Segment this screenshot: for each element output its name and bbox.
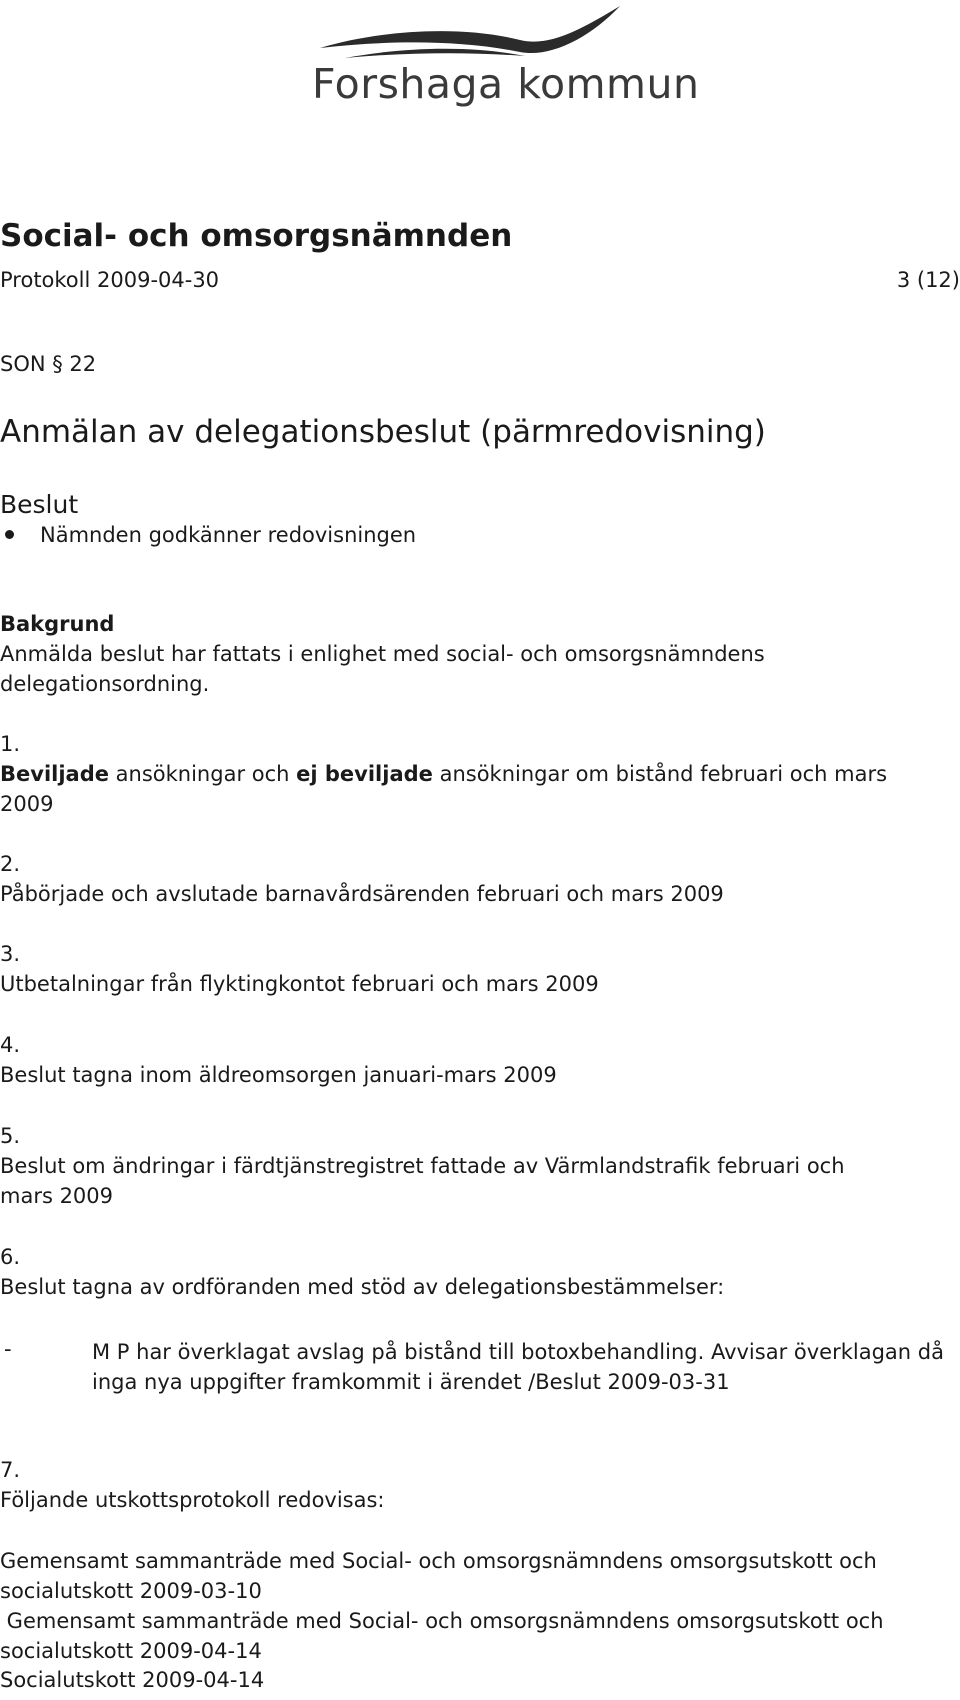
protocol-meta [0, 268, 960, 292]
paragraph-id: SON § 22 [0, 352, 97, 376]
item-text: Påbörjade och avslutade barnavårdsärenden februari och mars 2009 [0, 882, 724, 906]
dash-marker: - [4, 1337, 12, 1361]
item-number: 7. [0, 1458, 21, 1482]
item-text: Beslut om ändringar i färdtjänstregistret fattade av Värmlandstrafik februari och [0, 1154, 845, 1178]
delegation-decision-text: M P har överklagat avslag på bistånd till botoxbehandling. Avvisar överklagan då inga nya uppgifter framkommit i ärendet /Beslut 2009-03-31 [92, 1340, 944, 1394]
item-number: 4. [0, 1033, 21, 1057]
protocol-entry-line-1: Gemensamt sammanträde med Social- och omsorgsnämndens omsorgsutskott och [0, 1549, 877, 1573]
bakgrund-line-1: Anmälda beslut har fattats i enlighet med social- och omsorgsnämndens [0, 642, 765, 666]
beslut-heading: Beslut [0, 490, 79, 519]
item-text: Beslut tagna av ordföranden med stöd av delegationsbestämmelser: [0, 1275, 725, 1299]
protocol-entry-line-2: socialutskott 2009-04-14 [0, 1639, 262, 1663]
protocol-entry-line-1: Socialutskott 2009-04-14 [0, 1668, 265, 1692]
logo-wordmark: Forshaga kommun [312, 60, 700, 108]
beslut-bullet [0, 523, 416, 547]
item-text-line-2: mars 2009 [0, 1184, 114, 1208]
page-number: 3 (12) [896, 268, 960, 292]
forshaga-logo [300, 0, 700, 130]
item-text-part: ansökningar om bistånd februari och mars [432, 762, 888, 786]
section-title: Anmälan av delegationsbeslut (pärmredovisning) [0, 414, 766, 450]
item-text [0, 762, 887, 786]
item-number: 6. [0, 1245, 21, 1269]
protocol-entry-line-2: socialutskott 2009-03-10 [0, 1579, 262, 1603]
bullet-icon [5, 530, 14, 539]
beslut-bullet-text: Nämnden godkänner redovisningen [40, 523, 417, 547]
item-number: 1. [0, 732, 21, 756]
page-title: Social- och omsorgsnämnden [0, 218, 513, 254]
item-text-part: ansökningar och [108, 762, 297, 786]
item-text: Beslut tagna inom äldreomsorgen januari-mars 2009 [0, 1063, 557, 1087]
protocol-entry-line-1: Gemensamt sammanträde med Social- och omsorgsnämndens omsorgsutskott och [0, 1609, 884, 1633]
protocol-date: Protokoll 2009-04-30 [0, 268, 220, 292]
item-text-bold: ej beviljade [296, 762, 433, 786]
item-text: Följande utskottsprotokoll redovisas: [0, 1488, 385, 1512]
item-text: Utbetalningar från flyktingkontot februari och mars 2009 [0, 972, 599, 996]
bakgrund-line-2: delegationsordning. [0, 672, 210, 696]
item-number: 5. [0, 1124, 21, 1148]
item-number: 3. [0, 942, 21, 966]
item-number: 2. [0, 852, 21, 876]
item-text-line-2: 2009 [0, 792, 54, 816]
item-text-bold: Beviljade [0, 762, 109, 786]
bakgrund-heading: Bakgrund [0, 612, 115, 636]
